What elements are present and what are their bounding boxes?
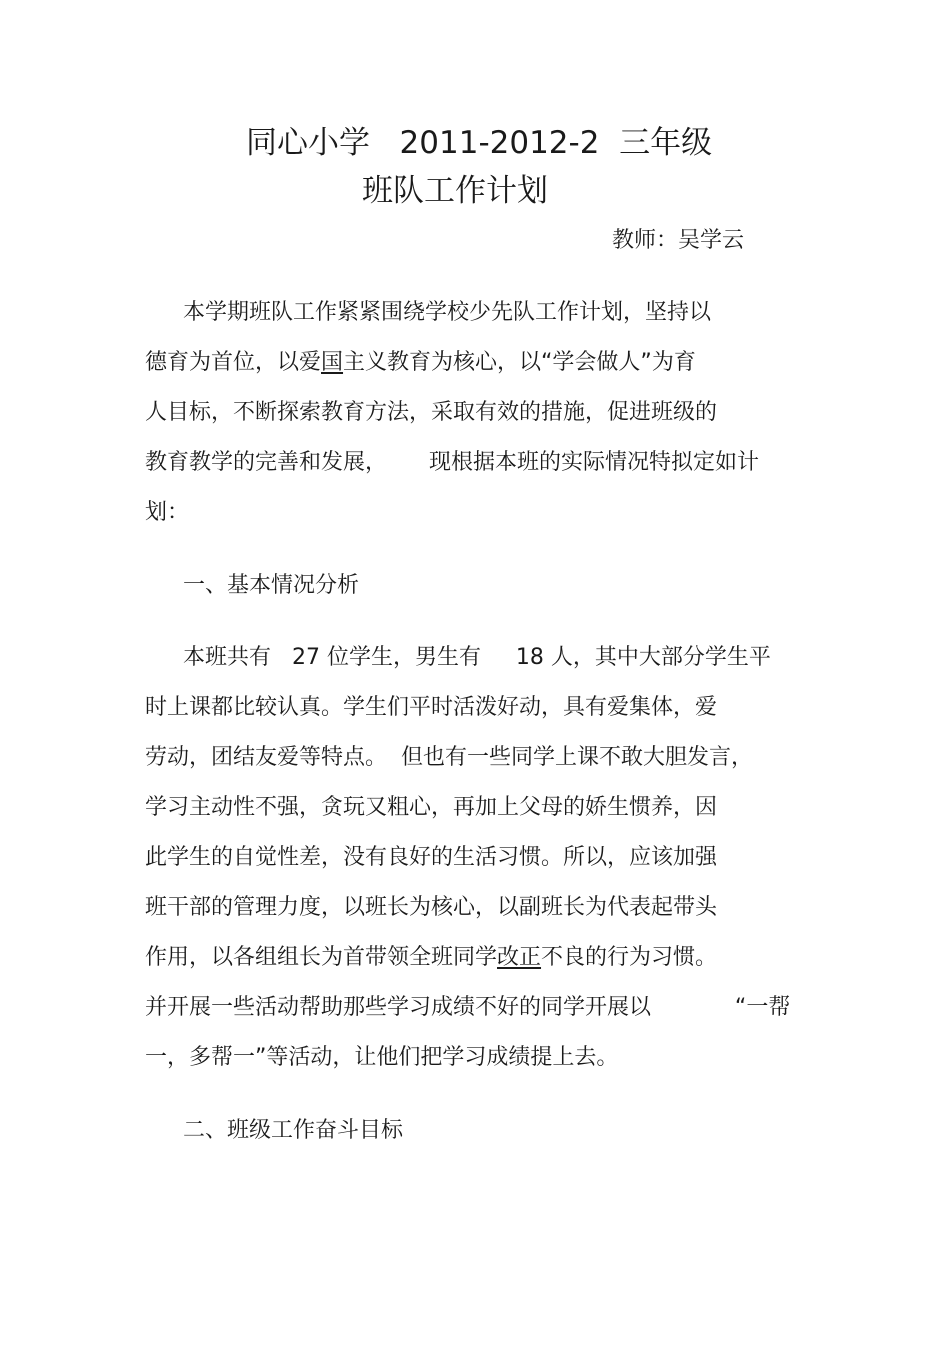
section-1-line-2: 时上课都比较认真。学生们平时活泼好动，具有爱集体，爱: [145, 695, 718, 720]
intro-line-5: 划：: [145, 500, 190, 525]
section-1-line-8: 并开展一些活动帮助那些学习成绩不好的同学开展以 “一帮: [145, 995, 791, 1020]
document-subtitle: 班队工作计划: [362, 173, 548, 209]
section-1-heading: 一、基本情况分析: [183, 573, 360, 598]
intro-line-2: 德育为首位，以爱国主义教育为核心，以“学会做人”为育: [145, 350, 696, 375]
intro-line-4: 教育教学的完善和发展， 现根据本班的实际情况特拟定如计: [145, 450, 759, 475]
author-line: 教师：吴学云: [612, 228, 745, 253]
section-2-heading: 二、班级工作奋斗目标: [183, 1118, 404, 1143]
section-1-line-7: 作用，以各组组长为首带领全班同学改正不良的行为习惯。: [145, 945, 718, 970]
section-1-line-4: 学习主动性不强，贪玩又粗心，再加上父母的娇生惯养，因: [145, 795, 718, 820]
section-1-line-6: 班干部的管理力度，以班长为核心，以副班长为代表起带头: [145, 895, 718, 920]
intro-line-1: 本学期班队工作紧紧围绕学校少先队工作计划，坚持以: [183, 300, 712, 325]
underlined-word: 国: [321, 350, 344, 375]
section-1-line-3: 劳动，团结友爱等特点。 但也有一些同学上课不敢大胆发言，: [145, 745, 753, 770]
document-title: 同心小学 2011-2012-2 三年级: [246, 125, 713, 161]
underlined-word: 改正: [497, 945, 542, 970]
section-1-line-5: 此学生的自觉性差，没有良好的生活习惯。所以，应该加强: [145, 845, 718, 870]
section-1-line-9: 一，多帮一”等活动，让他们把学习成绩提上去。: [145, 1045, 619, 1070]
intro-line-3: 人目标，不断探索教育方法，采取有效的措施，促进班级的: [145, 400, 718, 425]
section-1-line-1: 本班共有 27 位学生，男生有 18 人，其中大部分学生平: [183, 645, 771, 670]
